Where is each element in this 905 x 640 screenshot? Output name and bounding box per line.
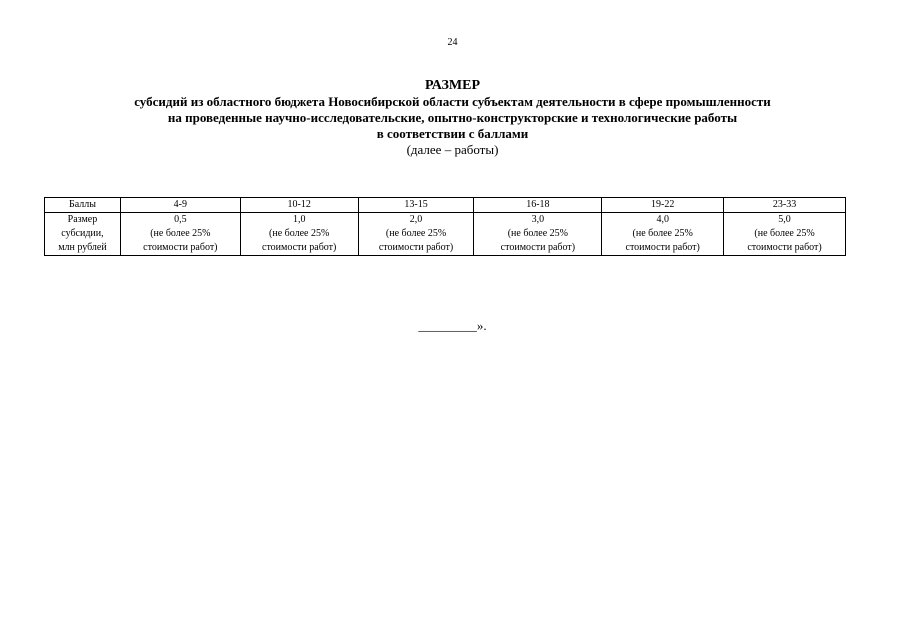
cell-value: 1,0: [292, 214, 306, 225]
heading-line-3: в соответствии с баллами: [376, 126, 529, 141]
cell-note: стоимости работ): [143, 242, 218, 253]
row-label-line: Размер: [67, 214, 98, 225]
row-label-cell: [45, 213, 121, 256]
heading-title: РАЗМЕР: [424, 78, 480, 93]
cell-note: (не более 25%: [754, 228, 815, 239]
heading-line-1: субсидий из областного бюджета Новосибирской области субъектам деятельности в сфере промышленности: [134, 94, 771, 109]
cell-note: (не более 25%: [269, 228, 330, 239]
cell-value: 5,0: [778, 214, 791, 225]
table-header-label: Баллы: [45, 198, 121, 213]
cell-note: стоимости работ): [500, 242, 576, 253]
subsidy-table: [44, 197, 846, 256]
cell-value: 0,5: [174, 214, 187, 225]
cell-note: (не более 25%: [507, 228, 568, 239]
table-cell: [474, 213, 602, 256]
cell-note: стоимости работ): [378, 242, 454, 253]
table-header-cell: 16-18: [474, 198, 602, 213]
row-label-line: млн рублей: [58, 242, 107, 253]
cell-value: 2,0: [409, 214, 423, 225]
closing-mark: _________».: [418, 318, 487, 333]
table-header-cell: 23-33: [724, 198, 846, 213]
table-header-cell: 13-15: [358, 198, 474, 213]
table-cell: [240, 213, 358, 256]
cell-note: стоимости работ): [747, 242, 822, 253]
table-cell: [120, 213, 240, 256]
cell-note: стоимости работ): [625, 242, 700, 253]
table-header-row: [45, 198, 846, 213]
page-number: 24: [447, 37, 458, 48]
table-header-cell: 10-12: [240, 198, 358, 213]
table-cell: [358, 213, 474, 256]
table-header-cell: 4-9: [120, 198, 240, 213]
table-cell: [724, 213, 846, 256]
row-label-line: субсидии,: [61, 228, 104, 239]
cell-note: стоимости работ): [262, 242, 337, 253]
cell-note: (не более 25%: [150, 228, 211, 239]
cell-note: (не более 25%: [632, 228, 693, 239]
table-cell: [602, 213, 724, 256]
cell-value: 3,0: [531, 214, 545, 225]
cell-value: 4,0: [656, 214, 669, 225]
cell-note: (не более 25%: [385, 228, 447, 239]
heading-line-4: (далее – работы): [406, 142, 499, 157]
heading-line-2: на проведенные научно-исследовательские, опытно-конструкторские и технологические работы: [167, 110, 738, 125]
table-row: [45, 213, 846, 256]
document-heading: [0, 78, 905, 158]
table-header-cell: 19-22: [602, 198, 724, 213]
